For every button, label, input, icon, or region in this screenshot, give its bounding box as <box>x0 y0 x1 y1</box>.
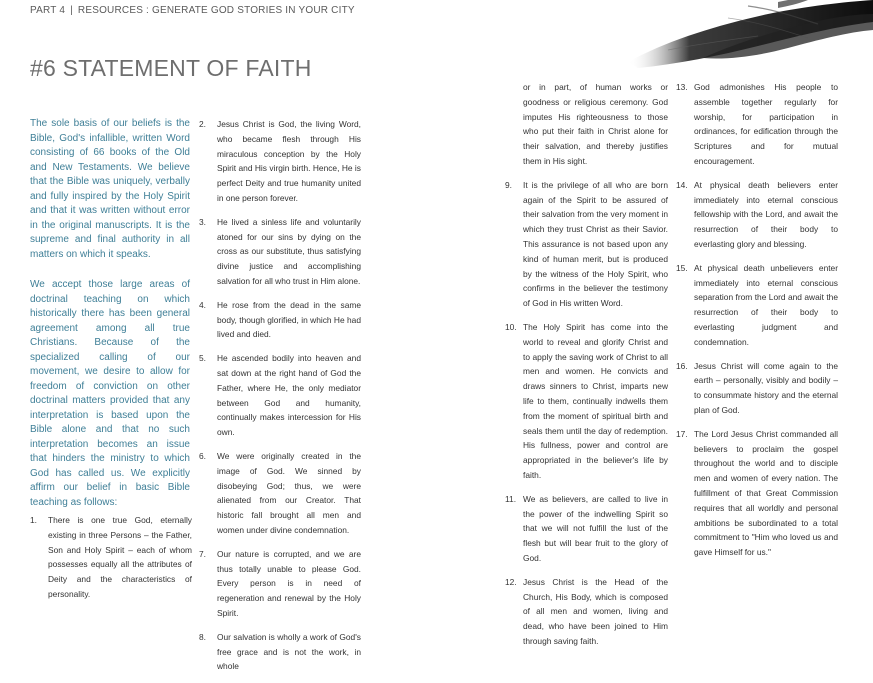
statement-item-9 <box>505 178 668 311</box>
statement-number: 17. <box>676 428 688 439</box>
statement-text: He ascended bodily into heaven and sat down at the right hand of God the Father, where He, the only mediator between God and humanity, continually makes intercession for His own. <box>217 353 361 438</box>
statement-number: 10. <box>505 321 517 332</box>
statement-item-11 <box>505 492 668 566</box>
column-4 <box>676 80 838 569</box>
header-part: PART 4 <box>30 5 66 16</box>
statement-item-2 <box>199 117 361 206</box>
column-2 <box>199 117 361 683</box>
brush-stroke-decoration <box>608 0 873 68</box>
statement-number: 1. <box>30 515 37 525</box>
statement-text: There is one true God, eternally existing in three Persons – the Father, Son and Holy Spirit – each of whom possesses equally all the attributes of Deity and the characteristics of personality. <box>48 515 192 599</box>
statement-number: 15. <box>676 262 688 273</box>
statement-text: He rose from the dead in the same body, though glorified, in which He had lived and died. <box>217 299 361 340</box>
column-3 <box>505 80 668 658</box>
statement-item-13 <box>676 80 838 169</box>
running-header <box>30 5 355 16</box>
statement-text: It is the privilege of all who are born again of the Spirit to be assured of their salvation from the very moment in which they trust Christ as their Savior. This assurance is not based upon any kind of human merit, but is produced by the witness of the Holy Spirit, who confirms in the believer the testimony of God in His written Word. <box>523 179 668 309</box>
statement-text: Our nature is corrupted, and we are thus totally unable to please God. Every person is in need of regeneration and renewal by the Holy Spirit. <box>217 548 361 618</box>
statement-8-continued: or in part, of human works or goodness or religious ceremony. God imputes His righteousness to those who put their faith in Christ alone for their salvation, and thereby justifies them in His sight. <box>523 82 668 166</box>
statement-number: 11. <box>505 493 517 504</box>
statement-number: 13. <box>676 82 688 92</box>
statement-text: At physical death believers enter immediately into eternal conscious fellowship with the Lord, and await the resurrection of their body to everlasting glory and blessing. <box>694 179 838 249</box>
statement-number: 16. <box>676 360 688 371</box>
statement-text: At physical death unbelievers enter immediately into eternal conscious separation from the Lord and await the resurrection of their body to everlasting judgment and condemnation. <box>694 262 838 347</box>
statement-item-17 <box>676 427 838 560</box>
statement-text: We were originally created in the image of God. We sinned by disobeying God; thus, we were alienated from our Creator. That historic fall brought all men and women under divine condemnation. <box>217 450 361 535</box>
statement-text: He lived a sinless life and voluntarily atoned for our sins by dying on the cross as our substitute, thus satisfying divine justice and accomplishing salvation for all who trust in Him alone. <box>217 216 361 286</box>
statement-number: 2. <box>199 119 206 129</box>
statement-text: We as believers, are called to live in the power of the indwelling Spirit so that we will not fulfill the lust of the flesh but will bear fruit to the glory of God. <box>523 493 668 563</box>
statement-item-8 <box>199 630 361 674</box>
statement-item-16 <box>676 359 838 418</box>
statement-item-4 <box>199 298 361 342</box>
statement-number: 3. <box>199 216 206 227</box>
statement-text: God admonishes His people to assemble together regularly for worship, for participation in ordinances, for edification through the Scriptures and for mutual encouragement. <box>694 82 838 166</box>
statement-number: 5. <box>199 353 206 364</box>
column-1 <box>30 513 192 611</box>
statement-text: The Holy Spirit has come into the world to reveal and glorify Christ and to apply the saving work of Christ to all men and women. He convicts and draws sinners to Christ, imparts new life to them, continually indwells them from the moment of spiritual birth and seals them until the day of redemption. His fullness, power and control are appropriated in the believer's life by faith. <box>523 321 668 480</box>
statement-item-7 <box>199 547 361 621</box>
statement-number: 6. <box>199 450 206 461</box>
statement-number: 9. <box>505 179 512 190</box>
statement-item-3 <box>199 215 361 289</box>
intro-text <box>30 117 190 526</box>
statement-text: The Lord Jesus Christ commanded all believers to proclaim the gospel throughout the world and to disciple men and women of every nation. The fulfillment of that Great Commission requires that all worldly and personal ambitions be subordinated to a total commitment to "Him who loved us and gave Himself for us." <box>694 428 838 558</box>
page-title: #6 STATEMENT OF FAITH <box>30 55 312 81</box>
statement-text: Our salvation is wholly a work of God's free grace and is not the work, in whole <box>217 631 361 672</box>
intro-paragraph-1: The sole basis of our beliefs is the Bible, God's infallible, written Word consisting of 66 books of the Old and New Testaments. We believe that the Bible was uniquely, verbally and fully inspired by the Holy Spirit and that it was written without error in the original manuscripts. It is the supreme and final authority in all matters on which it speaks. <box>30 118 190 260</box>
header-separator: | <box>70 5 73 16</box>
statement-item-15 <box>676 261 838 350</box>
intro-paragraph-2: We accept those large areas of doctrinal teaching on which historically there has been general agreement among all true Christians. Because of the specialized calling of our movement, we desire to allow for freedom of conviction on other doctrinal matters provided that any interpretation is based upon the Bible alone and that no such interpretation becomes an issue that hinders the ministry to which God has called us. We explicitly affirm our belief in basic Bible teaching as follows: <box>30 279 190 508</box>
statement-item-1 <box>30 513 192 602</box>
statement-item-12 <box>505 575 668 649</box>
statement-item-14 <box>676 178 838 252</box>
statement-item-5 <box>199 351 361 440</box>
statement-text: Jesus Christ is the Head of the Church, His Body, which is composed of all men and women, living and dead, who have been joined to Him through saving faith. <box>523 576 668 646</box>
statement-number: 12. <box>505 576 517 587</box>
statement-text: Jesus Christ will come again to the earth – personally, visibly and bodily – to consummate history and the eternal plan of God. <box>694 360 838 415</box>
statement-number: 14. <box>676 179 688 190</box>
statement-item-10 <box>505 320 668 483</box>
statement-item-6 <box>199 449 361 538</box>
statement-number: 8. <box>199 631 206 642</box>
statement-text: Jesus Christ is God, the living Word, who became flesh through His miraculous conception by the Holy Spirit and His virgin birth. Hence, He is perfect Deity and true humanity united in one person forever. <box>217 119 361 203</box>
statement-number: 7. <box>199 548 206 559</box>
statement-number: 4. <box>199 299 206 310</box>
header-section: RESOURCES : GENERATE GOD STORIES IN YOUR CITY <box>77 5 355 16</box>
